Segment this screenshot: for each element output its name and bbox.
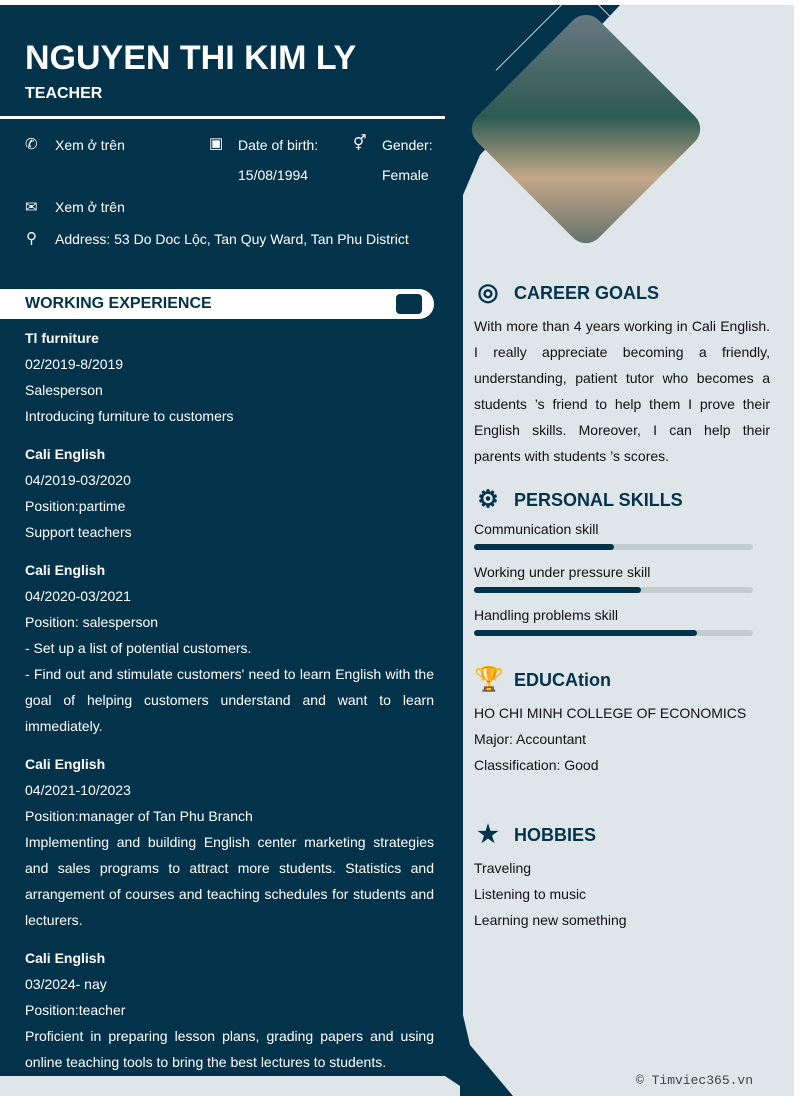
hobbies-section xyxy=(474,821,770,933)
job-position: Position: salesperson xyxy=(25,614,159,630)
skill-bar xyxy=(474,630,753,636)
job-period: 02/2019-8/2019 xyxy=(25,356,124,372)
phone-icon: ✆ xyxy=(25,136,38,153)
dob-value: 15/08/1994 xyxy=(238,167,309,183)
job-period: 04/2019-03/2020 xyxy=(25,472,131,488)
skill-label: Communication skill xyxy=(474,521,599,537)
job-company: Cali English xyxy=(25,562,106,578)
experience-title: WORKING EXPERIENCE xyxy=(25,295,212,312)
education-title: EDUCAtion xyxy=(514,670,611,690)
skill-bar-fill xyxy=(474,630,697,636)
job-description: Support teachers xyxy=(25,524,132,540)
education-section xyxy=(474,666,770,778)
bottom-strip xyxy=(0,1076,460,1096)
job-position: Position:manager of Tan Phu Branch xyxy=(25,808,253,824)
gender-icon: ⚥ xyxy=(353,135,367,152)
dob-label: Date of birth: xyxy=(238,137,319,153)
copyright: © Timviec365.vn xyxy=(636,1073,754,1088)
hobby-item: Listening to music xyxy=(474,886,587,902)
phone-value: Xem ở trên xyxy=(55,137,125,153)
hobbies-title: HOBBIES xyxy=(514,825,597,845)
education-line: Classification: Good xyxy=(474,757,599,773)
job-company: Cali English xyxy=(25,446,106,462)
skill-bar-fill xyxy=(474,587,641,593)
skill-bar xyxy=(474,587,753,593)
gender-label: Gender: xyxy=(382,137,433,153)
email-value: Xem ở trên xyxy=(55,199,125,215)
hobby-item: Traveling xyxy=(474,860,532,876)
education-line: HO CHI MINH COLLEGE OF ECONOMICS xyxy=(474,705,747,721)
experience-list xyxy=(25,325,434,1087)
job-title: TEACHER xyxy=(25,85,103,102)
calendar-icon: ▣ xyxy=(209,135,224,152)
job-position: Position:teacher xyxy=(25,1002,126,1018)
job-period: 04/2021-10/2023 xyxy=(25,782,131,798)
job-description: Introducing furniture to customers xyxy=(25,408,234,424)
gear-icon: ⚙ xyxy=(477,486,499,513)
job-description: Implementing and building English center marketing strategies and sales programs to attract more students. Statistics and arrangement of courses and teaching schedules for students and lecturers. xyxy=(25,834,434,928)
experience-header xyxy=(0,289,434,319)
candidate-name: NGUYEN THI KIM LY xyxy=(25,39,357,77)
skills-title: PERSONAL SKILLS xyxy=(514,490,683,510)
job-position: Position:partime xyxy=(25,498,126,514)
skill-label: Handling problems skill xyxy=(474,607,618,623)
career-text: With more than 4 years working in Cali English. I really appreciate becoming a friendly, understanding, patient tutor who becomes a students ’s friend to help them I prove their English skills. Moreover, I can help their parents with students ’s scores. xyxy=(474,318,770,464)
briefcase-icon xyxy=(396,294,422,314)
job-description: - Find out and stimulate customers' need to learn English with the goal of helping customers understand and want to learn immediately. xyxy=(25,666,434,734)
gender-value: Female xyxy=(382,167,429,183)
career-title: CAREER GOALS xyxy=(514,283,660,303)
job-entry xyxy=(25,751,434,933)
education-line: Major: Accountant xyxy=(474,731,587,747)
job-entry xyxy=(25,945,434,1075)
skill-label: Working under pressure skill xyxy=(474,564,651,580)
skills-section xyxy=(474,486,770,649)
cv-page xyxy=(0,5,794,1096)
location-icon: ⚲ xyxy=(26,230,37,247)
job-entry xyxy=(25,441,434,545)
email-icon: ✉ xyxy=(25,199,38,216)
job-description: Proficient in preparing lesson plans, grading papers and using online teaching tools to bring the best lectures to students. xyxy=(25,1028,434,1070)
trophy-icon: 🏆 xyxy=(474,666,504,693)
target-icon: ◎ xyxy=(477,279,499,306)
job-company: Cali English xyxy=(25,950,106,966)
star-icon: ★ xyxy=(477,821,499,848)
job-company: Tl furniture xyxy=(25,330,99,346)
job-company: Cali English xyxy=(25,756,106,772)
hobby-item: Learning new something xyxy=(474,912,627,928)
job-entry xyxy=(25,325,434,429)
job-description: - Set up a list of potential customers. xyxy=(25,640,252,656)
career-goals-section xyxy=(474,279,770,469)
job-period: 04/2020-03/2021 xyxy=(25,588,131,604)
job-entry xyxy=(25,557,434,739)
job-position: Salesperson xyxy=(25,382,103,398)
address-value: Address: 53 Do Doc Lộc, Tan Quy Ward, Tan Phu District xyxy=(55,231,409,247)
skill-bar-fill xyxy=(474,544,614,550)
job-period: 03/2024- nay xyxy=(25,976,107,992)
skill-bar xyxy=(474,544,753,550)
divider xyxy=(0,116,445,119)
